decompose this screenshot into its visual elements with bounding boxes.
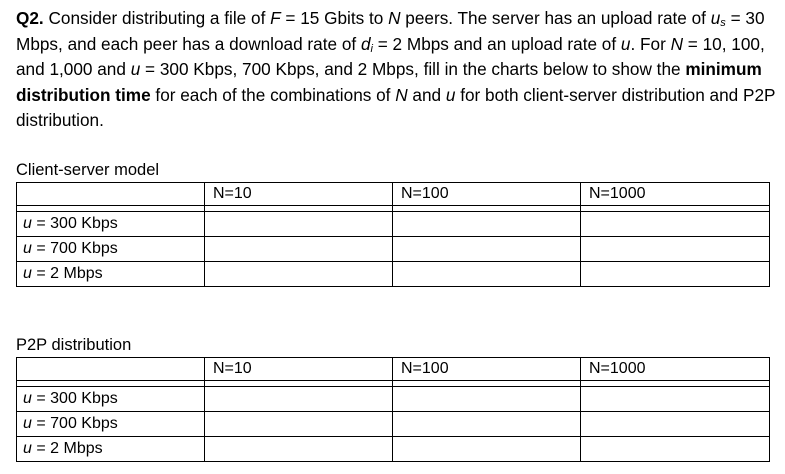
variable-u: u [445,84,456,105]
question-number: Q2. [16,8,44,28]
table-row [17,237,770,262]
table-header-row [17,358,770,381]
answer-cell[interactable] [393,387,581,412]
question-fragment: = 15 Gbits to [280,8,389,28]
answer-cell[interactable] [393,262,581,287]
answer-cell[interactable] [581,262,770,287]
answer-cell[interactable] [581,412,770,437]
variable-n: N [388,8,401,28]
question-text [16,6,776,134]
table-row [17,437,770,462]
row-header [17,237,205,262]
answer-cell[interactable] [393,412,581,437]
client-server-label: Client-server model [16,161,160,179]
variable-di: d [360,33,371,54]
row-variable: u [23,390,32,407]
answer-cell[interactable] [581,212,770,237]
answer-cell[interactable] [205,412,393,437]
answer-cell[interactable] [393,212,581,237]
variable-n: N [395,84,408,105]
answer-cell[interactable] [205,437,393,462]
answer-cell[interactable] [205,212,393,237]
question-fragment: Consider distributing a file of [43,8,271,28]
column-header: N=1000 [581,358,770,381]
variable-us-subscript: s [720,17,726,29]
answer-cell[interactable] [581,387,770,412]
row-value: = 300 Kbps [31,390,118,407]
row-value: = 2 Mbps [31,265,103,282]
question-fragment: for both client-server distribution and P2P distribution. [16,84,776,130]
table-row [17,262,770,287]
column-header: N=10 [205,183,393,206]
p2p-table [16,357,770,462]
question-fragment: peers. The server has an upload rate of [400,8,711,28]
row-header [17,412,205,437]
variable-u: u [620,33,631,54]
row-header [17,262,205,287]
answer-cell[interactable] [205,262,393,287]
column-header: N=100 [393,183,581,206]
row-value: = 700 Kbps [31,240,118,257]
table-row [17,412,770,437]
row-variable: u [23,265,32,282]
variable-di-subscript: i [370,42,373,55]
question-fragment: = 10, 100, and 1,000 and [16,33,765,79]
corner-cell [17,183,205,206]
question-fragment: = 2 Mbps and an upload rate of [372,33,621,54]
row-value: = 300 Kbps [31,215,118,232]
question-fragment: . For [630,33,671,54]
column-header: N=100 [393,358,581,381]
row-header [17,387,205,412]
row-value: = 2 Mbps [31,440,103,457]
variable-n: N [670,33,684,54]
column-header: N=10 [205,358,393,381]
row-variable: u [23,215,32,232]
row-header [17,437,205,462]
client-server-table [16,182,770,287]
question-fragment: and [407,84,446,105]
table-header-row [17,183,770,206]
question-fragment: = 30 Mbps, and each peer has a download rate of [16,8,765,54]
emphasis-phrase: minimum distribution time [16,59,762,105]
table-row [17,387,770,412]
row-variable: u [23,440,32,457]
table-row [17,212,770,237]
row-variable: u [23,415,32,432]
column-header: N=1000 [581,183,770,206]
row-header [17,212,205,237]
answer-cell[interactable] [581,437,770,462]
corner-cell [17,358,205,381]
variable-u: u [130,59,141,79]
p2p-label: P2P distribution [16,336,132,354]
answer-cell[interactable] [205,387,393,412]
answer-cell[interactable] [393,237,581,262]
variable-f: F [270,8,281,28]
answer-cell[interactable] [205,237,393,262]
question-fragment: = 300 Kbps, 700 Kbps, and 2 Mbps, fill in the charts below to show the [140,59,686,79]
answer-cell[interactable] [393,437,581,462]
row-variable: u [23,240,32,257]
question-fragment: for each of the combinations of [150,84,396,105]
answer-cell[interactable] [581,237,770,262]
variable-us: u [710,8,721,28]
row-value: = 700 Kbps [31,415,118,432]
